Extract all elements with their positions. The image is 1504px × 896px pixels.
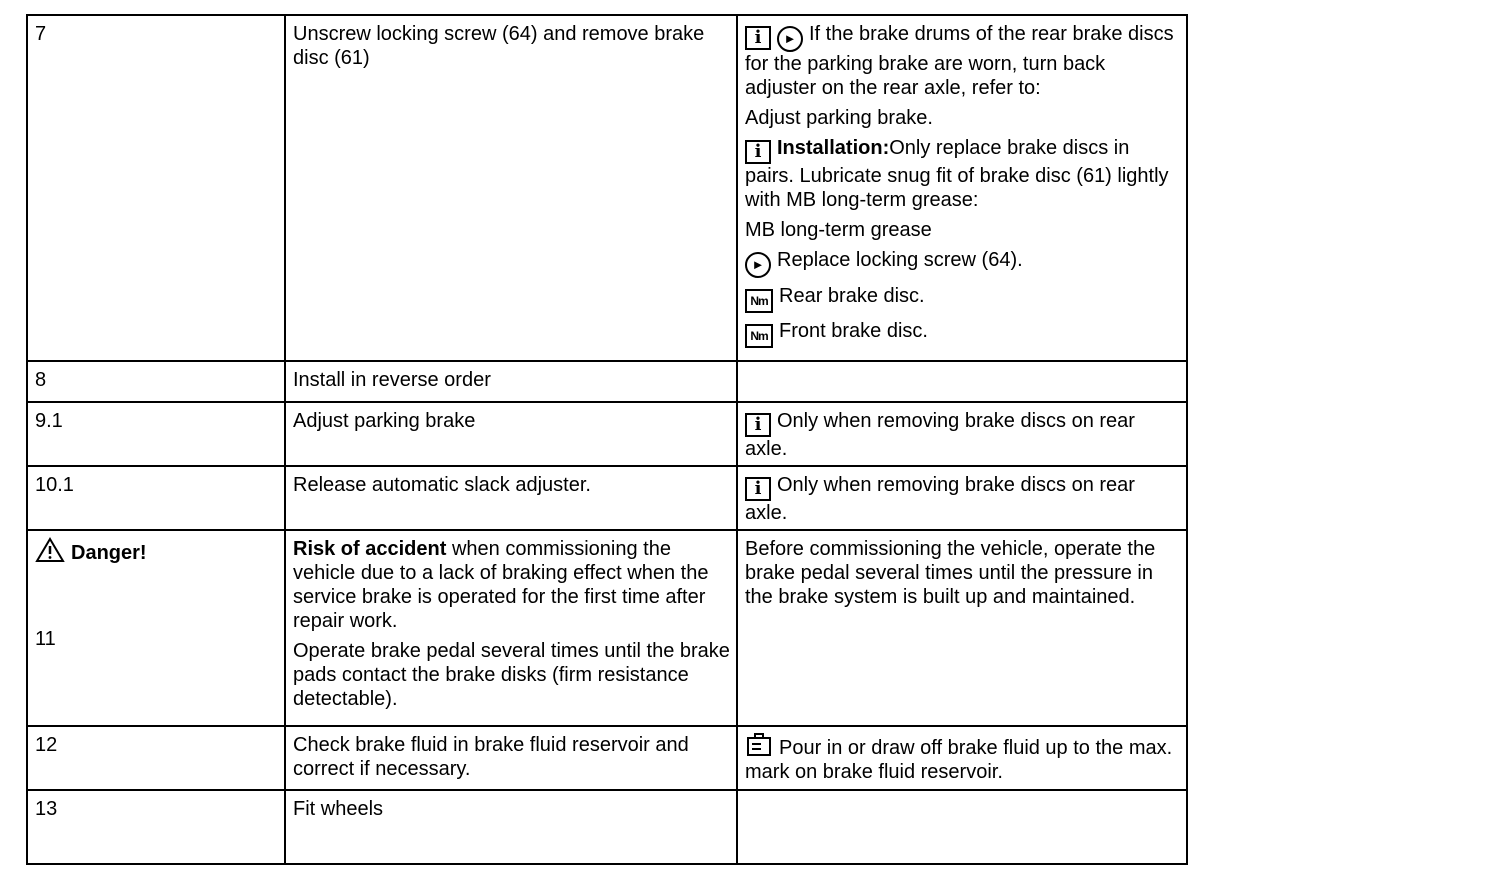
torque-rear-paragraph (745, 284, 1180, 313)
risk-text: when commissioning the vehicle due to a lack of braking effect when the service brake is operated for the first time after repair work. (293, 538, 709, 632)
action-text: Install in reverse order (293, 369, 491, 391)
action-cell (285, 726, 737, 790)
step-number-cell (27, 726, 285, 790)
danger-label: Danger! (71, 542, 147, 564)
grease-reference: MB long-term grease (745, 219, 932, 241)
table-row (27, 466, 1187, 530)
table-row (27, 15, 1187, 361)
note-cell (737, 402, 1187, 466)
note-text: Before commissioning the vehicle, operate the brake pedal several times until the pressure in the brake system is built up and maintained. (745, 538, 1156, 608)
note-text: Pour in or draw off brake fluid up to the max. mark on brake fluid reservoir. (745, 737, 1173, 783)
info-icon: i (745, 140, 771, 164)
step-number: 10.1 (35, 474, 74, 496)
action-text: Unscrew locking screw (64) and remove brake disc (61) (293, 23, 705, 69)
installation-text: Only replace brake discs in pairs. Lubricate snug fit of brake disc (61) lightly with MB long-term grease: (745, 137, 1169, 211)
note-text: Only when removing brake discs on rear axle. (745, 410, 1135, 460)
note-text: Only when removing brake discs on rear axle. (745, 474, 1135, 524)
step-number: 7 (35, 23, 47, 45)
note-paragraph (745, 22, 1180, 100)
installation-label: Installation: (777, 137, 890, 159)
replace-screw-paragraph (745, 248, 1180, 278)
risk-bold-text: Risk of accident (293, 538, 447, 560)
info-icon: i (745, 26, 771, 50)
step-number-cell (27, 402, 285, 466)
step-number: 13 (35, 798, 58, 820)
warning-triangle-icon (35, 537, 65, 563)
step-number-cell (27, 15, 285, 361)
table-row (27, 530, 1187, 726)
note-text: If the brake drums of the rear brake discs for the parking brake are worn, turn back adjuster on the rear axle, refer to: (745, 23, 1174, 99)
table-row (27, 790, 1187, 864)
action-cell (285, 15, 737, 361)
torque-front-text: Front brake disc. (779, 320, 928, 342)
torque-nm-icon: Nm (745, 289, 773, 313)
action-cell (285, 466, 737, 530)
reference-text: Adjust parking brake. (745, 107, 933, 129)
fluid-reservoir-icon (745, 733, 773, 757)
danger-label-line (35, 537, 278, 621)
step-number: 8 (35, 369, 47, 391)
step-number: 11 (35, 628, 56, 650)
step-number: 9.1 (35, 410, 63, 432)
action-text: Check brake fluid in brake fluid reservoir and correct if necessary. (293, 734, 689, 780)
info-icon: i (745, 477, 771, 501)
action-cell (285, 790, 737, 864)
info-icon: i (745, 413, 771, 437)
installation-paragraph (745, 136, 1180, 212)
table-row (27, 402, 1187, 466)
note-cell (737, 726, 1187, 790)
note-cell (737, 790, 1187, 864)
action-cell (285, 402, 737, 466)
step-number-cell (27, 361, 285, 402)
action-text: Fit wheels (293, 798, 384, 820)
note-cell (737, 361, 1187, 402)
note-cell (737, 466, 1187, 530)
step-number-cell (27, 530, 285, 726)
action-text: Adjust parking brake (293, 410, 476, 432)
risk-paragraph (293, 537, 730, 633)
check-replace-icon: ► (777, 26, 803, 52)
action-cell (285, 361, 737, 402)
action-cell (285, 530, 737, 726)
note-cell (737, 530, 1187, 726)
note-cell (737, 15, 1187, 361)
procedure-table (26, 14, 1188, 865)
check-replace-icon: ► (745, 252, 771, 278)
torque-nm-icon: Nm (745, 324, 773, 348)
step-number-cell (27, 466, 285, 530)
step-number: 12 (35, 734, 58, 756)
table-row (27, 726, 1187, 790)
action-text: Release automatic slack adjuster. (293, 474, 591, 496)
torque-rear-text: Rear brake disc. (779, 285, 925, 307)
replace-screw-text: Replace locking screw (64). (777, 249, 1023, 271)
action-text: Operate brake pedal several times until the brake pads contact the brake disks (firm resistance detectable). (293, 640, 730, 710)
torque-front-paragraph (745, 319, 1180, 348)
table-row (27, 361, 1187, 402)
step-number-cell (27, 790, 285, 864)
